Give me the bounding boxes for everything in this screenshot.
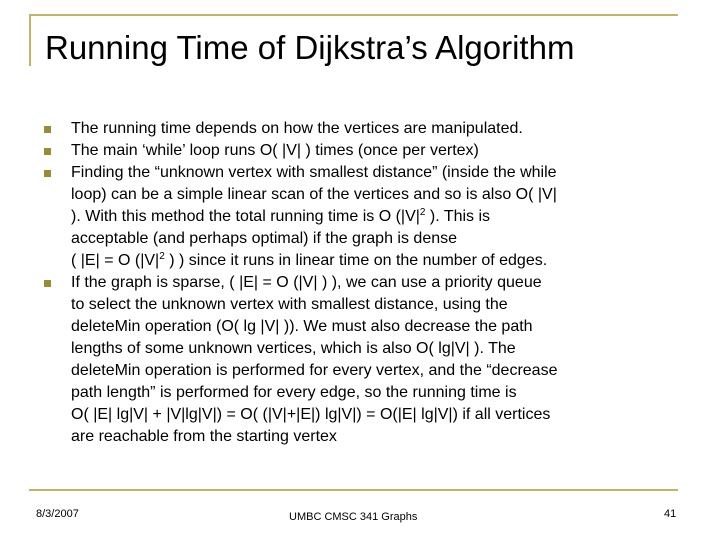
bullet-text-line: loop) can be a simple linear scan of the vertices and so is also O( |V| (71, 186, 557, 203)
footer-date: 8/3/2007 (36, 508, 79, 520)
bullet-text-line: deleteMin operation is performed for every vertex, and the “decrease (71, 362, 558, 379)
bullet-text-line: to select the unknown vertex with smallest distance, using the (71, 296, 508, 313)
bullet-text-line: deleteMin operation (O( lg |V| )). We must also decrease the path (71, 318, 533, 335)
bullet-list (44, 118, 684, 448)
bullet-text-line: Finding the “unknown vertex with smallest distance” (inside the while (71, 164, 557, 181)
bullet-text-line: If the graph is sparse, ( |E| = O (|V| ) ), we can use a priority queue (71, 274, 542, 291)
title-frame-top (29, 14, 678, 16)
slide-title: Running Time of Dijkstra’s Algorithm (45, 29, 575, 66)
bullet-text-segment: ( |E| = O (|V| (71, 252, 160, 269)
bullet-text-segment: ). With this method the total running time is O (|V| (71, 208, 420, 225)
bullet-item (44, 162, 684, 272)
bullet-text-line (71, 206, 684, 228)
superscript: 2 (159, 251, 165, 262)
superscript: 2 (419, 207, 426, 218)
bullet-item (44, 272, 684, 448)
bullet-text-line: O( |E| lg|V| + |V|lg|V|) = O( (|V|+|E|) lg|V|) = O(|E| lg|V|) if all vertices (71, 406, 551, 423)
bullet-text-segment: ). This is (425, 208, 491, 225)
square-bullet-icon (44, 280, 51, 287)
page-number: 41 (664, 508, 677, 520)
square-bullet-icon (44, 170, 51, 177)
title-frame-left (29, 14, 31, 66)
bullet-text-line: The running time depends on how the vertices are manipulated. (71, 120, 523, 137)
square-bullet-icon (44, 126, 51, 133)
square-bullet-icon (44, 148, 51, 155)
bullet-text-line (71, 250, 684, 272)
bullet-text-line: acceptable (and perhaps optimal) if the graph is dense (71, 230, 458, 247)
bullet-text-line: The main ‘while’ loop runs O( |V| ) times (once per vertex) (71, 142, 479, 159)
bullet-text-line: path length” is performed for every edge, so the running time is (71, 384, 517, 401)
bullet-item (44, 118, 684, 140)
bullet-item (44, 140, 684, 162)
footer-course: UMBC CMSC 341 Graphs (289, 511, 418, 523)
bullet-text-segment: ) ) since it runs in linear time on the number of edges. (164, 252, 548, 269)
footer-rule (29, 489, 678, 491)
bullet-text-line: lengths of some unknown vertices, which is also O( lg|V| ). The (71, 340, 516, 357)
bullet-text-line: are reachable from the starting vertex (71, 428, 337, 445)
